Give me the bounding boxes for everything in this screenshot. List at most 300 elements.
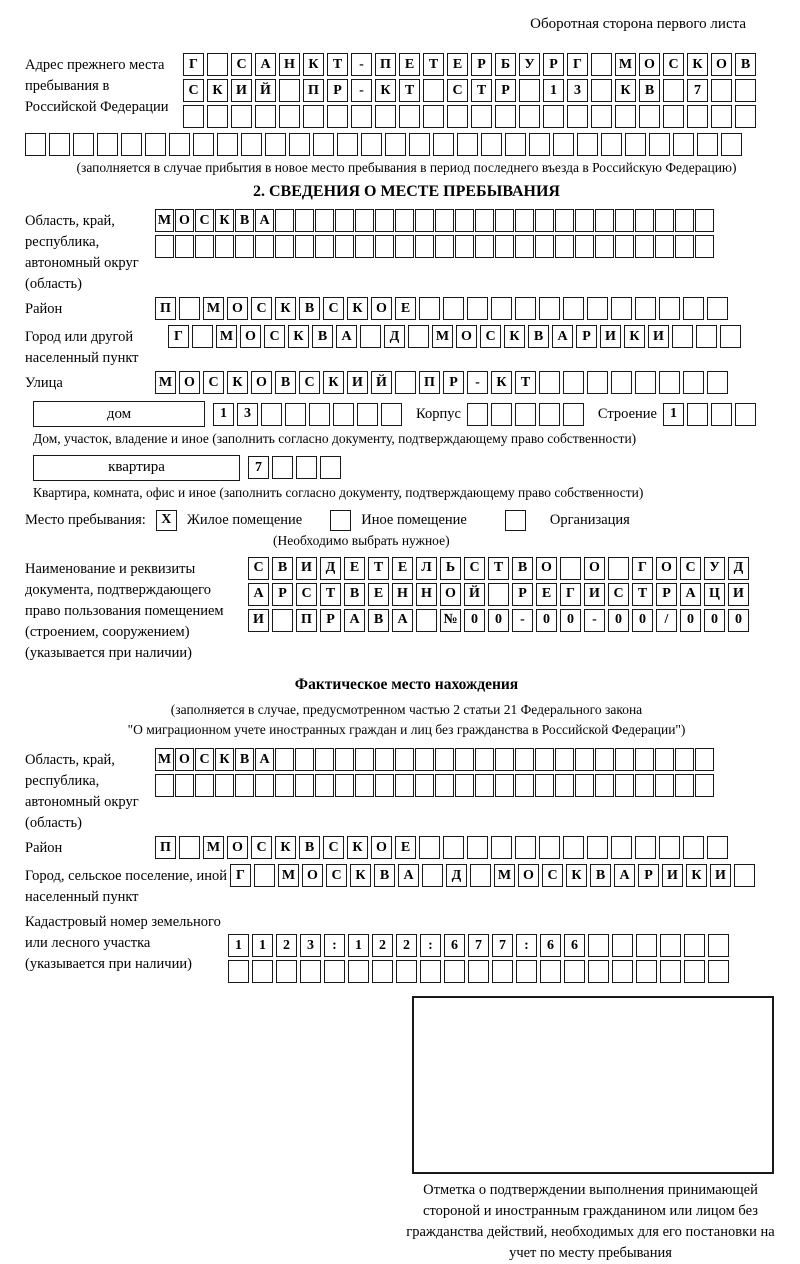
form-cell: [553, 133, 574, 156]
form-cell: П: [155, 297, 176, 320]
cadastral-row-1: [228, 934, 729, 957]
form-cell: [324, 960, 345, 983]
form-cell: [415, 235, 434, 258]
form-cell: С: [248, 557, 269, 580]
form-cell: [360, 325, 381, 348]
form-cell: [659, 836, 680, 859]
form-cell: [519, 79, 540, 102]
form-cell: [395, 235, 414, 258]
form-cell: [395, 748, 414, 771]
form-cell: К: [323, 371, 344, 394]
form-cell: [276, 960, 297, 983]
form-cell: [635, 774, 654, 797]
form-cell: К: [615, 79, 636, 102]
actual-district-row: [155, 836, 728, 859]
region-cells: [155, 209, 714, 261]
form-cell: 1: [348, 934, 369, 957]
form-cell: [516, 960, 537, 983]
stay-type-caption: (Необходимо выбрать нужное): [273, 532, 450, 548]
document-row-2: [248, 583, 749, 606]
form-cell: О: [227, 836, 248, 859]
form-cell: [470, 864, 491, 887]
form-cell: К: [350, 864, 371, 887]
form-cell: С: [195, 748, 214, 771]
form-cell: :: [324, 934, 345, 957]
form-cell: [337, 133, 358, 156]
form-cell: [415, 774, 434, 797]
actual-region-field: [25, 748, 788, 834]
form-cell: Р: [471, 53, 492, 76]
form-cell: [255, 105, 276, 128]
form-cell: [420, 960, 441, 983]
form-cell: [660, 934, 681, 957]
form-cell: [289, 133, 310, 156]
form-cell: [333, 403, 354, 426]
form-cell: 2: [372, 934, 393, 957]
form-cell: [309, 403, 330, 426]
form-cell: [611, 371, 632, 394]
form-cell: П: [296, 609, 317, 632]
form-cell: [587, 297, 608, 320]
form-cell: [687, 105, 708, 128]
form-cell: А: [398, 864, 419, 887]
form-cell: [515, 774, 534, 797]
form-cell: [217, 133, 238, 156]
form-cell: [615, 774, 634, 797]
actual-city-label: Город, сельское поселение, иной населенный пункт: [25, 868, 228, 906]
page-header: Оборотная сторона первого листа: [530, 16, 746, 32]
form-cell: [265, 133, 286, 156]
actual-location-captions: [25, 700, 788, 741]
form-cell: Д: [728, 557, 749, 580]
form-cell: М: [494, 864, 515, 887]
form-cell: [636, 934, 657, 957]
form-cell: Т: [471, 79, 492, 102]
form-cell: [481, 133, 502, 156]
form-cell: К: [207, 79, 228, 102]
form-cell: П: [419, 371, 440, 394]
form-cell: [145, 133, 166, 156]
form-cell: [395, 209, 414, 232]
form-cell: [279, 79, 300, 102]
form-cell: К: [215, 748, 234, 771]
form-cell: И: [600, 325, 621, 348]
form-cell: А: [336, 325, 357, 348]
form-cell: Н: [392, 583, 413, 606]
form-cell: [335, 748, 354, 771]
form-cell: [707, 371, 728, 394]
form-cell: К: [288, 325, 309, 348]
form-cell: [539, 836, 560, 859]
form-cell: [555, 774, 574, 797]
form-cell: Т: [327, 53, 348, 76]
form-cell: И: [710, 864, 731, 887]
form-cell: Е: [536, 583, 557, 606]
form-cell: С: [251, 836, 272, 859]
form-cell: [296, 456, 317, 479]
form-cell: [567, 105, 588, 128]
actual-city-row: [230, 864, 755, 887]
form-cell: С: [323, 297, 344, 320]
form-cell: О: [371, 836, 392, 859]
form-cell: [435, 774, 454, 797]
form-cell: С: [663, 53, 684, 76]
form-cell: А: [255, 748, 274, 771]
form-cell: [707, 297, 728, 320]
form-cell: М: [155, 748, 174, 771]
form-cell: С: [299, 371, 320, 394]
form-cell: [315, 774, 334, 797]
actual-location-caption-2: "О миграционном учете иностранных граждан и лиц без гражданства в Российской Федерации"): [127, 722, 686, 738]
document-row-3: [248, 609, 749, 632]
form-cell: В: [735, 53, 756, 76]
form-cell: [575, 748, 594, 771]
form-cell: 0: [632, 609, 653, 632]
form-cell: Р: [327, 79, 348, 102]
form-cell: [409, 133, 430, 156]
form-cell: 0: [488, 609, 509, 632]
form-cell: [612, 960, 633, 983]
form-cell: [121, 133, 142, 156]
form-cell: -: [467, 371, 488, 394]
form-cell: [375, 235, 394, 258]
form-cell: [540, 960, 561, 983]
street-label: Улица: [25, 375, 63, 392]
form-cell: К: [227, 371, 248, 394]
form-cell: О: [711, 53, 732, 76]
form-cell: [601, 133, 622, 156]
stroenie-cells: [663, 403, 756, 426]
form-cell: [255, 774, 274, 797]
form-cell: О: [536, 557, 557, 580]
form-cell: Н: [279, 53, 300, 76]
form-cell: А: [248, 583, 269, 606]
form-cell: Й: [464, 583, 485, 606]
form-cell: [443, 836, 464, 859]
form-cell: [335, 209, 354, 232]
form-cell: 2: [276, 934, 297, 957]
form-cell: Ь: [440, 557, 461, 580]
form-cell: О: [371, 297, 392, 320]
form-cell: Г: [560, 583, 581, 606]
form-cell: [672, 325, 693, 348]
form-cell: Г: [230, 864, 251, 887]
form-cell: [357, 403, 378, 426]
form-cell: 7: [687, 79, 708, 102]
form-cell: О: [518, 864, 539, 887]
form-cell: [555, 209, 574, 232]
form-cell: С: [326, 864, 347, 887]
form-cell: [707, 836, 728, 859]
form-cell: [615, 209, 634, 232]
form-cell: 1: [252, 934, 273, 957]
form-cell: Г: [183, 53, 204, 76]
form-cell: О: [175, 748, 194, 771]
form-cell: [505, 133, 526, 156]
form-cell: А: [344, 609, 365, 632]
form-cell: :: [516, 934, 537, 957]
form-cell: О: [440, 583, 461, 606]
form-cell: [543, 105, 564, 128]
form-cell: И: [728, 583, 749, 606]
form-cell: Т: [488, 557, 509, 580]
form-cell: С: [251, 297, 272, 320]
form-cell: 1: [213, 403, 234, 426]
form-cell: Е: [447, 53, 468, 76]
form-cell: Т: [515, 371, 536, 394]
form-cell: /: [656, 609, 677, 632]
form-cell: [272, 609, 293, 632]
form-cell: [295, 209, 314, 232]
form-cell: 7: [468, 934, 489, 957]
cadastral-field: [25, 910, 788, 986]
form-cell: Е: [392, 557, 413, 580]
form-cell: С: [608, 583, 629, 606]
form-cell: В: [272, 557, 293, 580]
form-cell: 0: [608, 609, 629, 632]
document-field: [25, 557, 788, 664]
form-cell: [455, 748, 474, 771]
form-cell: [663, 79, 684, 102]
form-cell: [697, 133, 718, 156]
form-cell: [560, 557, 581, 580]
korpus-cells: [467, 403, 584, 426]
form-cell: [588, 960, 609, 983]
form-cell: [457, 133, 478, 156]
form-cell: [711, 403, 732, 426]
form-cell: [539, 371, 560, 394]
form-cell: [155, 235, 174, 258]
form-cell: Л: [416, 557, 437, 580]
stay-type-row: [25, 510, 788, 531]
form-cell: С: [195, 209, 214, 232]
form-cell: С: [203, 371, 224, 394]
form-cell: [625, 133, 646, 156]
form-cell: [488, 583, 509, 606]
form-cell: [492, 960, 513, 983]
form-cell: [423, 79, 444, 102]
form-cell: [295, 235, 314, 258]
form-cell: С: [264, 325, 285, 348]
form-cell: О: [227, 297, 248, 320]
form-cell: [355, 209, 374, 232]
form-cell: В: [235, 748, 254, 771]
form-cell: 3: [237, 403, 258, 426]
form-cell: [595, 774, 614, 797]
form-cell: 6: [444, 934, 465, 957]
prev-address-label: Адрес прежнего места пребывания в Российской Федерации: [25, 57, 169, 116]
form-cell: [415, 209, 434, 232]
form-cell: [195, 235, 214, 258]
form-cell: [475, 774, 494, 797]
form-cell: [97, 133, 118, 156]
form-cell: К: [491, 371, 512, 394]
house-box-label: дом: [33, 401, 205, 427]
option-inoe-label: Иное помещение: [361, 511, 467, 528]
form-cell: Т: [423, 53, 444, 76]
form-cell: А: [392, 609, 413, 632]
house-cells: [213, 403, 402, 426]
form-cell: [655, 748, 674, 771]
form-cell: [615, 235, 634, 258]
form-cell: [375, 774, 394, 797]
actual-location-caption-1: (заполняется в случае, предусмотренном частью 2 статьи 21 Федерального закона: [170, 701, 643, 717]
form-cell: [721, 133, 742, 156]
form-cell: Р: [443, 371, 464, 394]
form-cell: 7: [248, 456, 269, 479]
form-cell: И: [584, 583, 605, 606]
form-cell: [275, 748, 294, 771]
form-cell: П: [155, 836, 176, 859]
form-cell: [179, 297, 200, 320]
form-cell: [375, 209, 394, 232]
cadastral-row-2: [228, 960, 729, 983]
form-cell: К: [303, 53, 324, 76]
form-cell: [385, 133, 406, 156]
form-cell: [708, 960, 729, 983]
form-cell: [375, 105, 396, 128]
form-cell: [443, 297, 464, 320]
form-cell: [455, 209, 474, 232]
form-cell: С: [542, 864, 563, 887]
form-cell: [495, 748, 514, 771]
form-cell: [491, 297, 512, 320]
form-cell: [475, 235, 494, 258]
form-cell: [683, 297, 704, 320]
apartment-row: [33, 455, 788, 481]
form-cell: [348, 960, 369, 983]
form-cell: К: [347, 297, 368, 320]
form-cell: К: [504, 325, 525, 348]
district-row: [155, 297, 728, 320]
cadastral-label: Кадастровый номер земельного или лесного участка (указывается при наличии): [25, 914, 221, 973]
form-cell: О: [175, 209, 194, 232]
form-cell: [735, 403, 756, 426]
document-row-1: [248, 557, 749, 580]
form-cell: [673, 133, 694, 156]
form-cell: [207, 105, 228, 128]
form-cell: [563, 836, 584, 859]
form-cell: [435, 748, 454, 771]
prev-address-caption: (заполняется в случае прибытия в новое место пребывания в период последнего въезда в Российскую Федерацию): [76, 160, 737, 175]
actual-region-row-1: [155, 748, 714, 771]
form-cell: С: [231, 53, 252, 76]
form-cell: [684, 960, 705, 983]
actual-region-label: Область, край, республика, автономный округ (область): [25, 752, 139, 832]
form-cell: [515, 836, 536, 859]
form-cell: [695, 748, 714, 771]
form-cell: [535, 209, 554, 232]
form-cell: [635, 235, 654, 258]
stamp-area: [398, 996, 783, 1264]
form-cell: [169, 133, 190, 156]
korpus-label: Корпус: [416, 405, 461, 422]
form-cell: Р: [638, 864, 659, 887]
form-cell: [595, 748, 614, 771]
form-cell: С: [480, 325, 501, 348]
form-cell: [575, 235, 594, 258]
form-cell: Е: [399, 53, 420, 76]
form-cell: [315, 235, 334, 258]
stay-type-label: Место пребывания:: [25, 511, 146, 528]
form-cell: А: [255, 209, 274, 232]
form-cell: [675, 748, 694, 771]
form-cell: Ц: [704, 583, 725, 606]
form-cell: [235, 774, 254, 797]
form-cell: [515, 297, 536, 320]
stamp-caption: Отметка о подтверждении выполнения принимающей стороной и иностранным гражданином или лицом без гражданства действий, необходимых для его постановки на учет по месту пребывания: [406, 1182, 775, 1262]
form-cell: О: [656, 557, 677, 580]
form-cell: К: [215, 209, 234, 232]
form-cell: [272, 456, 293, 479]
form-cell: [399, 105, 420, 128]
region-row-2: [155, 235, 714, 258]
form-cell: [649, 133, 670, 156]
form-cell: [175, 774, 194, 797]
form-cell: Т: [399, 79, 420, 102]
form-cell: Б: [495, 53, 516, 76]
form-cell: К: [275, 297, 296, 320]
form-cell: С: [323, 836, 344, 859]
form-cell: В: [299, 836, 320, 859]
form-cell: [419, 297, 440, 320]
form-cell: 1: [543, 79, 564, 102]
form-cell: С: [464, 557, 485, 580]
form-cell: А: [614, 864, 635, 887]
form-cell: [215, 235, 234, 258]
region-label: Область, край, республика, автономный округ (область): [25, 213, 139, 293]
form-cell: [564, 960, 585, 983]
form-cell: С: [447, 79, 468, 102]
form-cell: [355, 774, 374, 797]
form-cell: [435, 235, 454, 258]
form-cell: [207, 53, 228, 76]
form-cell: [655, 235, 674, 258]
form-cell: [495, 235, 514, 258]
form-cell: [467, 836, 488, 859]
form-cell: [275, 774, 294, 797]
form-cell: [361, 133, 382, 156]
form-cell: И: [347, 371, 368, 394]
form-cell: [303, 105, 324, 128]
form-cell: [475, 209, 494, 232]
form-cell: В: [512, 557, 533, 580]
form-cell: О: [302, 864, 323, 887]
region-field: [25, 209, 788, 295]
form-cell: [720, 325, 741, 348]
form-cell: В: [344, 583, 365, 606]
form-cell: [611, 297, 632, 320]
form-cell: [455, 774, 474, 797]
form-cell: [635, 748, 654, 771]
form-cell: [515, 235, 534, 258]
form-cell: [663, 105, 684, 128]
form-cell: [659, 371, 680, 394]
form-cell: 7: [492, 934, 513, 957]
form-cell: [563, 371, 584, 394]
form-cell: [300, 960, 321, 983]
form-cell: [635, 209, 654, 232]
form-cell: [275, 235, 294, 258]
form-cell: [660, 960, 681, 983]
form-cell: [655, 209, 674, 232]
form-cell: №: [440, 609, 461, 632]
region-row-1: [155, 209, 714, 232]
form-cell: П: [303, 79, 324, 102]
form-cell: У: [519, 53, 540, 76]
form-cell: С: [183, 79, 204, 102]
form-cell: В: [299, 297, 320, 320]
